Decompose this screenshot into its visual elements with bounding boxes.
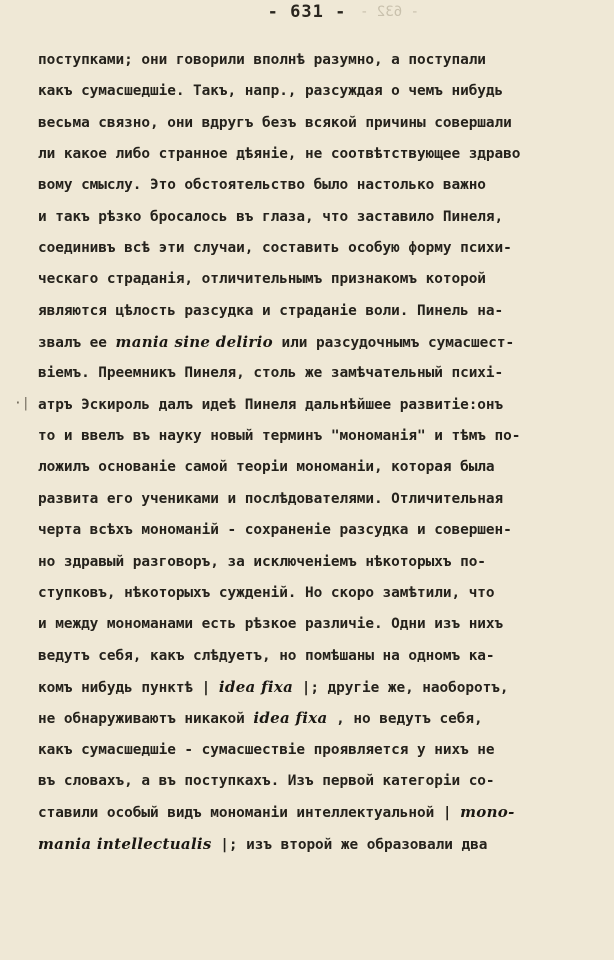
handwritten-latin-term: idea fixa xyxy=(253,709,328,728)
text-line xyxy=(38,452,598,483)
typed-text: и между мономанами есть рѣзкое различіе. Одни изъ нихъ xyxy=(38,616,504,633)
text-line xyxy=(38,829,598,860)
typed-text: ступковъ, нѣкоторыхъ сужденій. Но скоро замѣтили, что xyxy=(38,584,495,601)
text-line xyxy=(38,45,598,76)
text-line xyxy=(38,233,598,264)
text-line xyxy=(38,327,598,358)
typed-text: въ словахъ, а въ поступкахъ. Изъ первой категоріи со- xyxy=(38,772,495,789)
text-line xyxy=(38,484,598,515)
text-line xyxy=(38,170,598,201)
typed-text: не обнаруживаютъ никакой xyxy=(38,711,254,728)
typed-text: то и ввелъ въ науку новый терминъ "мономанія" и тѣмъ по- xyxy=(38,428,521,445)
text-line xyxy=(38,264,598,295)
text-line xyxy=(38,547,598,578)
text-line xyxy=(38,296,598,327)
text-line xyxy=(38,766,598,797)
text-line xyxy=(38,703,598,734)
text-line xyxy=(38,76,598,107)
typed-text: и такъ рѣзко бросалось въ глаза, что заставило Пинеля, xyxy=(38,208,504,225)
text-line xyxy=(38,421,598,452)
typed-text: соединивъ всѣ эти случаи, составить особую форму психи- xyxy=(38,240,512,257)
text-line xyxy=(38,797,598,828)
typed-text: ческаго страданія, отличительнымъ признакомъ которой xyxy=(38,271,486,288)
typed-text: но здравый разговоръ, за исключеніемъ нѣкоторыхъ по- xyxy=(38,553,486,570)
typed-text: весьма связно, они вдругъ безъ всякой причины совершали xyxy=(38,114,512,131)
typed-text: віемъ. Преемникъ Пинеля, столь же замѣчательный психі- xyxy=(38,365,504,382)
bleed-through-mark: - 632 - xyxy=(360,4,420,20)
typed-text: звалъ ее xyxy=(38,335,116,352)
typed-text: вому смыслу. Это обстоятельство было настолько важно xyxy=(38,177,486,194)
typed-text: ставили особый видъ мономаніи интеллектуальной | xyxy=(38,805,461,822)
margin-mark: ·| xyxy=(14,396,30,411)
handwritten-latin-term: idea fixa xyxy=(218,677,294,696)
typed-text: какъ сумасшедшіе - сумасшествіе проявляется у нихъ не xyxy=(38,741,495,758)
text-line xyxy=(38,641,598,672)
typed-text: комъ нибудь пунктѣ | xyxy=(38,679,219,696)
text-line xyxy=(38,358,598,389)
text-line xyxy=(38,609,598,640)
page-number: - 631 - xyxy=(267,2,347,22)
typed-text: какъ сумасшедшіе. Такъ, напр., разсуждая о чемъ нибудь xyxy=(38,83,504,100)
typed-text: или разсудочнымъ сумасшест- xyxy=(272,335,515,352)
typed-text: , но ведутъ себя, xyxy=(327,711,483,728)
typed-text: атръ Эскироль далъ идеѣ Пинеля дальнѣйшее развитіе:онъ xyxy=(38,396,504,413)
typed-text: развита его учениками и послѣдователями. Отличительная xyxy=(38,490,504,507)
text-line xyxy=(38,672,598,703)
typed-text: являются цѣлость разсудка и страданіе воли. Пинель на- xyxy=(38,302,504,319)
handwritten-latin-term: mania sine delirio xyxy=(115,333,273,352)
typed-text: поступками; они говорили вполнѣ разумно, а поступали xyxy=(38,52,486,68)
typed-text: черта всѣхъ мономаній - сохраненіе разсудка и совершен- xyxy=(38,522,512,539)
handwritten-latin-term: mania intellectualis xyxy=(38,834,212,853)
typed-text: ведутъ себя, какъ слѣдуетъ, но помѣшаны на одномъ ка- xyxy=(38,647,495,664)
body-text xyxy=(38,45,598,860)
text-line xyxy=(38,515,598,546)
handwritten-latin-term: mono- xyxy=(460,803,515,822)
text-line xyxy=(38,735,598,766)
typed-text: |; другіе же, наоборотъ, xyxy=(293,679,509,696)
text-line xyxy=(38,108,598,139)
typed-text: ложилъ основаніе самой теоріи мономаніи, которая была xyxy=(38,459,495,476)
typed-text: ли какое либо странное дѣяніе, не соотвѣтствующее здраво xyxy=(38,146,521,163)
text-line xyxy=(38,202,598,233)
text-line xyxy=(38,139,598,170)
text-line xyxy=(38,390,598,421)
typed-text: |; изъ второй же образовали два xyxy=(211,836,488,853)
text-line xyxy=(38,578,598,609)
